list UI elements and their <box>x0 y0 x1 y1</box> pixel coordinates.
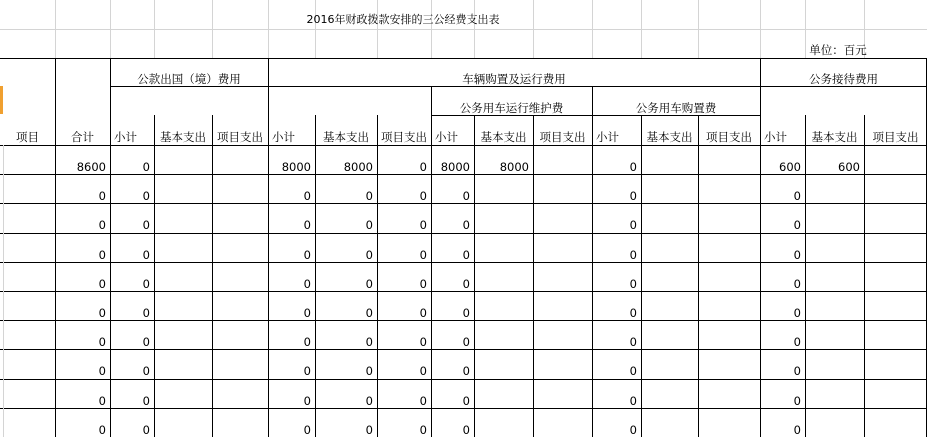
header-overseas[interactable]: 公款出国（境）费用 <box>137 72 241 86</box>
table-cell[interactable] <box>533 395 588 408</box>
table-cell[interactable]: 0 <box>98 394 106 408</box>
gridline <box>154 0 155 59</box>
table-cell[interactable]: 0 <box>462 248 470 262</box>
table-cell[interactable] <box>474 424 529 437</box>
gridline <box>592 0 593 59</box>
table-cell[interactable]: 0 <box>303 364 311 378</box>
table-cell[interactable]: 0 <box>98 218 106 232</box>
table-cell[interactable] <box>641 365 694 378</box>
table-cell[interactable] <box>212 365 264 378</box>
table-cell[interactable] <box>641 278 694 291</box>
table-cell[interactable]: 0 <box>462 423 470 437</box>
table-cell[interactable]: 8000 <box>440 160 470 174</box>
table-cell[interactable] <box>533 190 588 203</box>
table-cell[interactable]: 0 <box>793 248 801 262</box>
cell-border <box>0 58 927 59</box>
table-cell[interactable] <box>641 161 694 174</box>
col-header[interactable]: 小计 <box>114 130 137 144</box>
table-cell[interactable]: 0 <box>142 218 150 232</box>
table-cell[interactable]: 0 <box>98 248 106 262</box>
table-cell[interactable]: 0 <box>419 335 427 349</box>
table-cell[interactable]: 0 <box>303 189 311 203</box>
table-cell[interactable]: 0 <box>142 306 150 320</box>
table-cell[interactable] <box>474 307 529 320</box>
table-cell[interactable]: 0 <box>462 189 470 203</box>
table-cell[interactable] <box>805 365 860 378</box>
table-cell[interactable]: 0 <box>303 277 311 291</box>
gridline <box>315 0 316 59</box>
table-cell[interactable]: 0 <box>303 248 311 262</box>
col-header[interactable]: 项目支出 <box>381 130 427 144</box>
table-cell[interactable] <box>698 336 756 349</box>
table-cell[interactable]: 0 <box>419 277 427 291</box>
table-cell[interactable]: 0 <box>793 394 801 408</box>
table-cell[interactable]: 0 <box>629 248 637 262</box>
table-cell[interactable]: 8000 <box>343 160 373 174</box>
header-vehicle[interactable]: 车辆购置及运行费用 <box>462 72 566 86</box>
table-cell[interactable]: 0 <box>142 189 150 203</box>
cell-border <box>110 58 111 437</box>
gridline <box>110 0 111 59</box>
col-header[interactable]: 小计 <box>272 130 295 144</box>
gridline <box>212 0 213 59</box>
col-header[interactable]: 项目支出 <box>217 130 263 144</box>
table-cell[interactable] <box>864 219 923 232</box>
gridline <box>760 0 761 59</box>
table-cell[interactable] <box>533 336 588 349</box>
cell-border <box>431 115 761 116</box>
table-cell[interactable]: 0 <box>142 335 150 349</box>
gridline <box>55 0 56 59</box>
table-cell[interactable] <box>154 424 208 437</box>
table-cell[interactable]: 0 <box>462 277 470 291</box>
header-vehicle-maintenance[interactable]: 公务用车运行维护费 <box>459 101 564 115</box>
table-cell[interactable]: 0 <box>462 306 470 320</box>
table-cell[interactable] <box>154 278 208 291</box>
table-cell[interactable] <box>864 336 923 349</box>
table-cell[interactable] <box>533 161 588 174</box>
table-cell[interactable] <box>474 395 529 408</box>
table-cell[interactable]: 0 <box>365 394 373 408</box>
gridline <box>641 0 642 59</box>
table-cell[interactable]: 600 <box>779 160 801 174</box>
table-cell[interactable]: 0 <box>793 277 801 291</box>
table-cell[interactable] <box>864 278 923 291</box>
table-cell[interactable] <box>154 219 208 232</box>
table-cell[interactable]: 0 <box>365 218 373 232</box>
table-cell[interactable] <box>212 249 264 262</box>
table-cell[interactable] <box>154 336 208 349</box>
table-cell[interactable]: 0 <box>98 277 106 291</box>
table-cell[interactable]: 0 <box>629 364 637 378</box>
cell-border <box>0 233 927 234</box>
table-cell[interactable] <box>641 307 694 320</box>
table-cell[interactable]: 0 <box>365 364 373 378</box>
table-cell[interactable]: 0 <box>142 423 150 437</box>
table-cell[interactable]: 0 <box>365 248 373 262</box>
table-cell[interactable] <box>154 365 208 378</box>
page-title[interactable]: 2016年财政拨款安排的三公经费支出表 <box>306 13 500 26</box>
table-cell[interactable] <box>533 307 588 320</box>
header-item[interactable]: 项目 <box>16 130 39 144</box>
table-cell[interactable]: 0 <box>365 423 373 437</box>
table-cell[interactable]: 0 <box>462 364 470 378</box>
table-cell[interactable] <box>533 219 588 232</box>
table-cell[interactable] <box>698 278 756 291</box>
col-header[interactable]: 小计 <box>764 130 787 144</box>
table-cell[interactable]: 0 <box>419 306 427 320</box>
table-cell[interactable]: 0 <box>419 364 427 378</box>
table-cell[interactable]: 0 <box>629 306 637 320</box>
table-cell[interactable] <box>154 307 208 320</box>
gridline <box>377 0 378 59</box>
table-cell[interactable]: 0 <box>98 189 106 203</box>
table-cell[interactable] <box>805 249 860 262</box>
col-header[interactable]: 项目支出 <box>706 130 752 144</box>
table-cell[interactable] <box>805 219 860 232</box>
gridline <box>431 0 432 59</box>
cell-border <box>0 262 927 263</box>
table-cell[interactable]: 8000 <box>499 160 529 174</box>
cell-border <box>0 145 927 146</box>
table-cell[interactable]: 0 <box>629 277 637 291</box>
table-cell[interactable] <box>864 424 923 437</box>
col-header[interactable]: 基本支出 <box>160 130 206 144</box>
cell-border <box>55 58 56 437</box>
table-cell[interactable] <box>154 249 208 262</box>
gridline <box>474 0 475 59</box>
table-cell[interactable]: 0 <box>793 335 801 349</box>
table-cell[interactable]: 0 <box>365 277 373 291</box>
table-cell[interactable] <box>698 395 756 408</box>
col-header[interactable]: 项目支出 <box>872 130 919 144</box>
table-cell[interactable] <box>533 424 588 437</box>
table-cell[interactable]: 8600 <box>76 160 106 174</box>
table-cell[interactable]: 0 <box>419 160 427 174</box>
table-cell[interactable]: 0 <box>365 189 373 203</box>
table-cell[interactable] <box>533 249 588 262</box>
unit-label[interactable]: 单位：百元 <box>809 43 867 57</box>
col-header[interactable]: 项目支出 <box>539 130 586 144</box>
table-cell[interactable]: 0 <box>303 335 311 349</box>
gridline <box>268 0 269 59</box>
col-header[interactable]: 小计 <box>596 130 619 144</box>
table-cell[interactable] <box>212 395 264 408</box>
table-cell[interactable] <box>212 278 264 291</box>
table-cell[interactable] <box>474 365 529 378</box>
table-cell[interactable]: 0 <box>793 423 801 437</box>
table-cell[interactable] <box>698 219 756 232</box>
table-cell[interactable] <box>805 424 860 437</box>
table-cell[interactable] <box>154 395 208 408</box>
table-cell[interactable]: 0 <box>142 160 150 174</box>
table-cell[interactable] <box>805 190 860 203</box>
table-cell[interactable] <box>805 395 860 408</box>
table-cell[interactable]: 0 <box>142 248 150 262</box>
table-cell[interactable]: 0 <box>142 364 150 378</box>
table-cell[interactable]: 0 <box>303 394 311 408</box>
table-cell[interactable]: 0 <box>98 335 106 349</box>
header-reception[interactable]: 公务接待费用 <box>809 72 878 86</box>
gridline <box>3 145 4 437</box>
table-cell[interactable] <box>212 424 264 437</box>
table-cell[interactable]: 0 <box>303 423 311 437</box>
table-cell[interactable]: 0 <box>629 160 637 174</box>
table-cell[interactable] <box>533 365 588 378</box>
table-cell[interactable] <box>698 190 756 203</box>
table-cell[interactable] <box>698 249 756 262</box>
table-cell[interactable]: 0 <box>419 394 427 408</box>
table-cell[interactable] <box>212 190 264 203</box>
table-cell[interactable]: 0 <box>462 394 470 408</box>
table-cell[interactable] <box>474 336 529 349</box>
table-cell[interactable]: 0 <box>98 364 106 378</box>
table-cell[interactable]: 0 <box>303 306 311 320</box>
table-cell[interactable] <box>474 219 529 232</box>
header-vehicle-purchase[interactable]: 公务用车购置费 <box>635 101 717 115</box>
cell-border <box>268 58 269 437</box>
cell-border <box>0 174 927 175</box>
cell-border <box>0 349 927 350</box>
table-cell[interactable] <box>474 190 529 203</box>
col-header[interactable]: 基本支出 <box>811 130 858 144</box>
table-cell[interactable]: 0 <box>629 218 637 232</box>
table-cell[interactable] <box>641 190 694 203</box>
cell-border <box>0 379 927 380</box>
table-cell[interactable]: 0 <box>462 335 470 349</box>
table-cell[interactable]: 0 <box>793 364 801 378</box>
table-cell[interactable]: 600 <box>838 160 860 174</box>
table-cell[interactable]: 0 <box>629 335 637 349</box>
table-cell[interactable]: 0 <box>462 218 470 232</box>
table-cell[interactable]: 0 <box>419 248 427 262</box>
table-cell[interactable] <box>212 161 264 174</box>
table-cell[interactable]: 0 <box>793 306 801 320</box>
gridline <box>698 0 699 59</box>
table-cell[interactable] <box>641 336 694 349</box>
col-header[interactable]: 基本支出 <box>480 130 527 144</box>
table-cell[interactable]: 0 <box>98 306 106 320</box>
cell-border <box>760 58 761 437</box>
table-cell[interactable]: 0 <box>365 335 373 349</box>
cell-border <box>0 408 927 409</box>
table-cell[interactable]: 0 <box>629 423 637 437</box>
table-cell[interactable] <box>212 307 264 320</box>
table-cell[interactable] <box>154 161 208 174</box>
col-header[interactable]: 小计 <box>435 130 458 144</box>
table-cell[interactable]: 0 <box>365 306 373 320</box>
table-cell[interactable] <box>864 161 923 174</box>
cell-border <box>0 203 927 204</box>
table-cell[interactable] <box>698 161 756 174</box>
table-cell[interactable] <box>474 278 529 291</box>
table-cell[interactable] <box>805 336 860 349</box>
table-cell[interactable]: 8000 <box>281 160 311 174</box>
row-selection-marker <box>0 86 3 114</box>
table-cell[interactable] <box>212 219 264 232</box>
table-cell[interactable]: 0 <box>142 394 150 408</box>
table-cell[interactable] <box>805 278 860 291</box>
table-cell[interactable]: 0 <box>142 277 150 291</box>
gridline <box>0 29 927 30</box>
header-total[interactable]: 合计 <box>71 130 94 144</box>
table-cell[interactable] <box>212 336 264 349</box>
table-cell[interactable]: 0 <box>303 218 311 232</box>
cell-border <box>0 291 927 292</box>
table-cell[interactable] <box>698 365 756 378</box>
table-cell[interactable] <box>698 307 756 320</box>
col-header[interactable]: 基本支出 <box>646 130 693 144</box>
table-cell[interactable] <box>864 395 923 408</box>
table-cell[interactable] <box>864 190 923 203</box>
table-cell[interactable] <box>533 278 588 291</box>
table-cell[interactable]: 0 <box>419 189 427 203</box>
table-cell[interactable] <box>641 424 694 437</box>
table-cell[interactable] <box>641 219 694 232</box>
table-cell[interactable] <box>805 307 860 320</box>
table-cell[interactable]: 0 <box>419 218 427 232</box>
table-cell[interactable]: 0 <box>419 423 427 437</box>
gridline <box>533 0 534 59</box>
table-cell[interactable] <box>864 249 923 262</box>
col-header[interactable]: 基本支出 <box>323 130 369 144</box>
table-cell[interactable] <box>698 424 756 437</box>
table-cell[interactable] <box>641 395 694 408</box>
cell-border <box>0 320 927 321</box>
table-cell[interactable]: 0 <box>793 189 801 203</box>
table-cell[interactable]: 0 <box>629 394 637 408</box>
table-cell[interactable] <box>641 249 694 262</box>
table-cell[interactable]: 0 <box>629 189 637 203</box>
table-cell[interactable] <box>474 249 529 262</box>
table-cell[interactable] <box>864 365 923 378</box>
table-cell[interactable] <box>864 307 923 320</box>
table-cell[interactable]: 0 <box>793 218 801 232</box>
table-cell[interactable] <box>154 190 208 203</box>
table-cell[interactable]: 0 <box>98 423 106 437</box>
